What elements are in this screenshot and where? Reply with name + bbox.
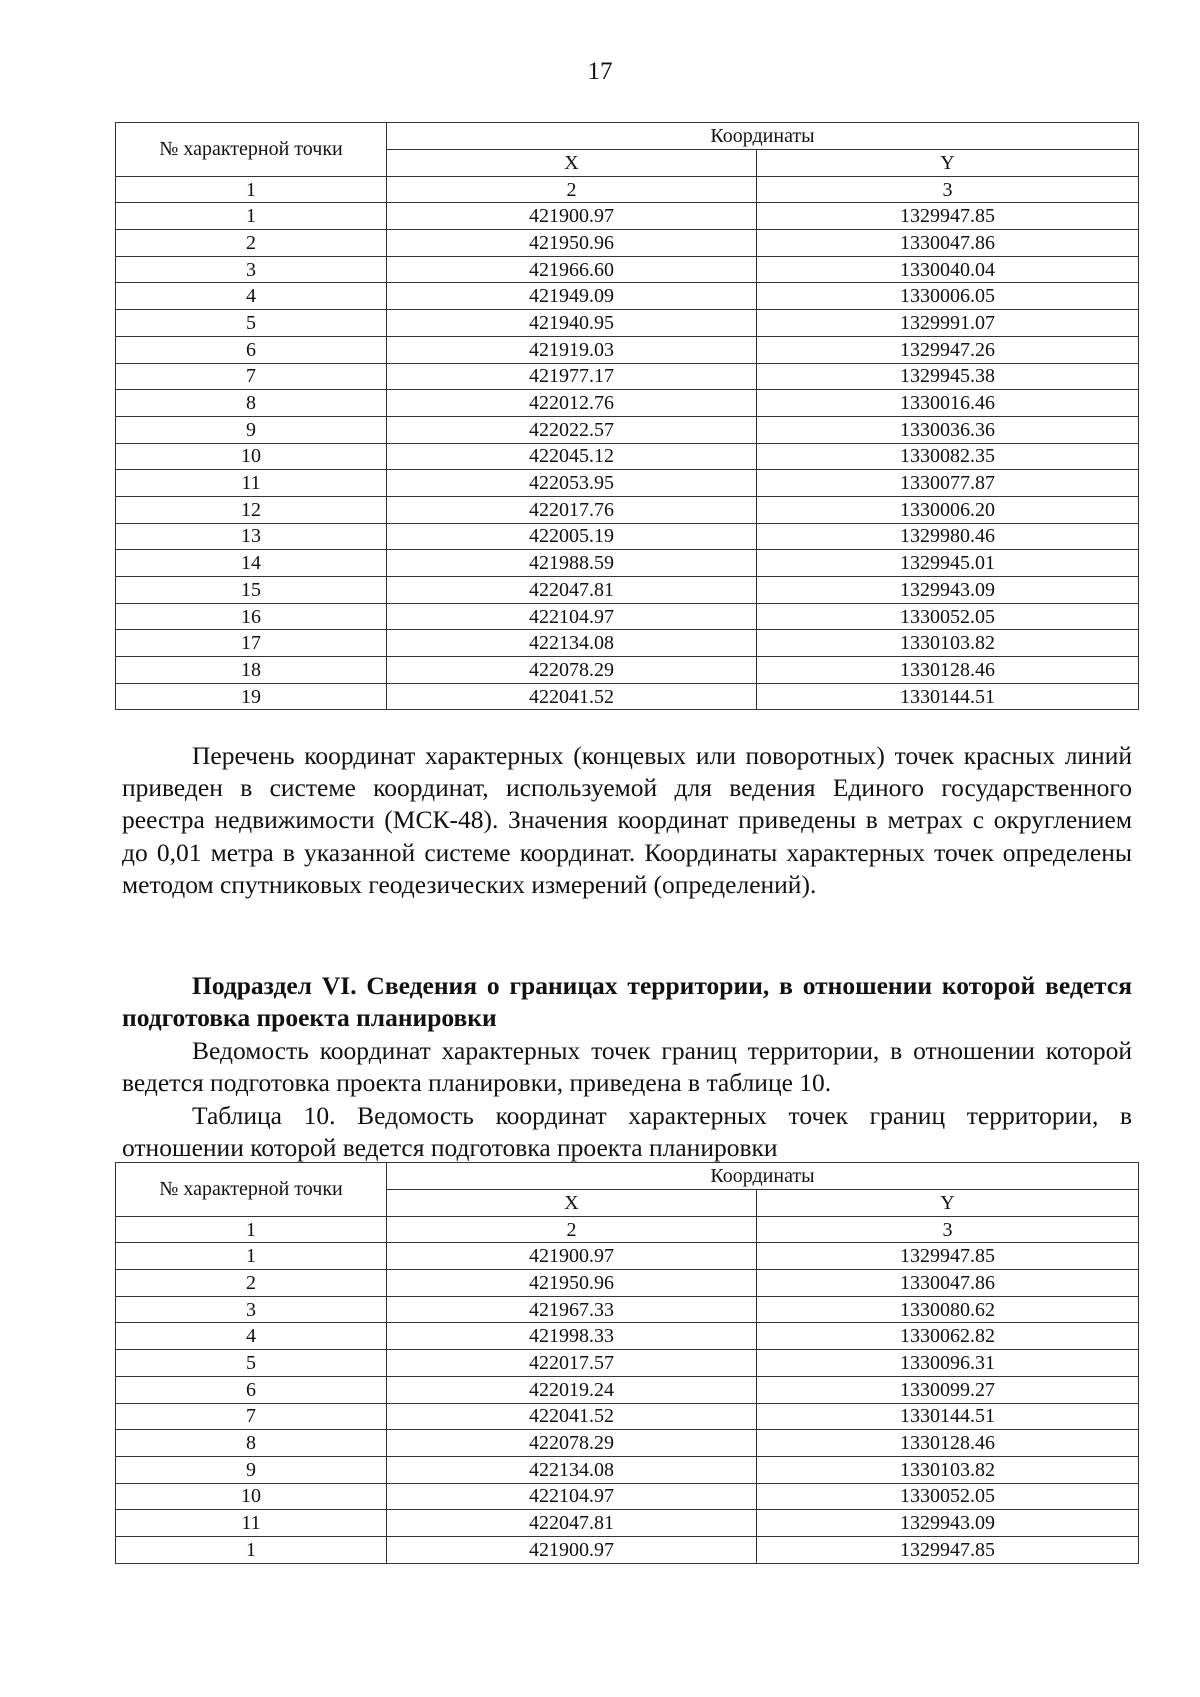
y-coordinate-cell: 1330052.05	[757, 1483, 1139, 1510]
x-coordinate-cell: 422104.97	[387, 1483, 757, 1510]
table-row	[116, 1483, 1139, 1510]
point-number-cell: 6	[116, 1376, 387, 1403]
x-coordinate-cell: 421998.33	[387, 1323, 757, 1350]
point-number-cell: 2	[116, 230, 387, 257]
x-coordinate-cell: 421900.97	[387, 1536, 757, 1563]
table-row	[116, 1270, 1139, 1297]
y-coordinate-cell: 1330047.86	[757, 230, 1139, 257]
column-number: 3	[757, 176, 1139, 203]
y-coordinate-cell: 1329943.09	[757, 577, 1139, 604]
coordinates-table-territory-boundaries	[115, 1162, 1139, 1564]
x-coordinate-cell: 422012.76	[387, 390, 757, 417]
table-row	[116, 1350, 1139, 1377]
table-body	[116, 203, 1139, 710]
point-number-cell: 11	[116, 470, 387, 497]
x-coordinate-cell: 421988.59	[387, 550, 757, 577]
x-coordinate-cell: 422053.95	[387, 470, 757, 497]
x-coordinate-cell: 422022.57	[387, 416, 757, 443]
y-coordinate-cell: 1329947.85	[757, 1536, 1139, 1563]
table-row	[116, 1403, 1139, 1430]
y-coordinate-cell: 1330047.86	[757, 1270, 1139, 1297]
x-coordinate-cell: 421966.60	[387, 256, 757, 283]
x-coordinate-cell: 421949.09	[387, 283, 757, 310]
table-row	[116, 1376, 1139, 1403]
y-coordinate-cell: 1330040.04	[757, 256, 1139, 283]
column-number: 1	[116, 176, 387, 203]
point-number-cell: 1	[116, 1243, 387, 1270]
table-row	[116, 283, 1139, 310]
table-row	[116, 336, 1139, 363]
table-caption: Таблица 10. Ведомость координат характерных точек границ территории, в отношении которой ведется подготовка проекта планировки	[122, 1101, 1132, 1163]
x-coordinate-cell: 422041.52	[387, 1403, 757, 1430]
x-coordinate-cell: 421900.97	[387, 203, 757, 230]
point-number-cell: 8	[116, 1430, 387, 1457]
table-row	[116, 416, 1139, 443]
point-number-cell: 19	[116, 683, 387, 710]
y-coordinate-cell: 1330082.35	[757, 443, 1139, 470]
point-number-cell: 8	[116, 390, 387, 417]
table-row	[116, 230, 1139, 257]
x-coordinate-cell: 422134.08	[387, 630, 757, 657]
point-number-cell: 3	[116, 256, 387, 283]
table-row	[116, 683, 1139, 710]
point-number-header: № характерной точки	[116, 123, 387, 177]
table-row	[116, 1456, 1139, 1483]
y-coordinate-cell: 1330096.31	[757, 1350, 1139, 1377]
table-row	[116, 363, 1139, 390]
table-row	[116, 1536, 1139, 1563]
point-number-cell: 2	[116, 1270, 387, 1297]
x-coordinate-cell: 421940.95	[387, 310, 757, 337]
y-coordinate-cell: 1329947.85	[757, 1243, 1139, 1270]
table-body	[116, 1243, 1139, 1563]
x-coordinate-cell: 422078.29	[387, 657, 757, 684]
column-number: 2	[387, 176, 757, 203]
point-number-cell: 4	[116, 283, 387, 310]
point-number-cell: 10	[116, 443, 387, 470]
point-number-cell: 5	[116, 1350, 387, 1377]
y-coordinate-cell: 1329945.38	[757, 363, 1139, 390]
y-coordinate-cell: 1330062.82	[757, 1323, 1139, 1350]
x-coordinate-cell: 422019.24	[387, 1376, 757, 1403]
coordinates-header: Координаты	[387, 1163, 1139, 1190]
y-coordinate-cell: 1330103.82	[757, 630, 1139, 657]
point-number-cell: 13	[116, 523, 387, 550]
table-row	[116, 630, 1139, 657]
x-coordinate-cell: 421967.33	[387, 1296, 757, 1323]
y-coordinate-cell: 1329980.46	[757, 523, 1139, 550]
x-coordinate-cell: 422017.76	[387, 496, 757, 523]
y-coordinate-cell: 1329991.07	[757, 310, 1139, 337]
y-coordinate-cell: 1330052.05	[757, 603, 1139, 630]
y-coordinate-cell: 1330128.46	[757, 1430, 1139, 1457]
x-coordinate-cell: 422047.81	[387, 1510, 757, 1537]
y-coordinate-cell: 1330006.20	[757, 496, 1139, 523]
point-number-cell: 5	[116, 310, 387, 337]
table-row	[116, 496, 1139, 523]
y-coordinate-cell: 1329947.26	[757, 336, 1139, 363]
y-coordinate-cell: 1330144.51	[757, 1403, 1139, 1430]
table-row	[116, 1510, 1139, 1537]
table-row	[116, 1430, 1139, 1457]
table-row	[116, 657, 1139, 684]
table-row	[116, 1296, 1139, 1323]
x-coordinate-cell: 422041.52	[387, 683, 757, 710]
y-coordinate-cell: 1330128.46	[757, 657, 1139, 684]
x-header: X	[387, 150, 757, 177]
y-coordinate-cell: 1330006.05	[757, 283, 1139, 310]
point-number-cell: 9	[116, 416, 387, 443]
point-number-cell: 3	[116, 1296, 387, 1323]
point-number-cell: 6	[116, 336, 387, 363]
section-heading: Подраздел VI. Сведения о границах территории, в отношении которой ведется подготовка проекта планировки	[122, 971, 1132, 1033]
x-coordinate-cell: 422045.12	[387, 443, 757, 470]
y-coordinate-cell: 1330144.51	[757, 683, 1139, 710]
x-coordinate-cell: 421950.96	[387, 1270, 757, 1297]
x-coordinate-cell: 421900.97	[387, 1243, 757, 1270]
column-number: 3	[757, 1216, 1139, 1243]
y-coordinate-cell: 1330080.62	[757, 1296, 1139, 1323]
y-coordinate-cell: 1329945.01	[757, 550, 1139, 577]
table-row	[116, 523, 1139, 550]
table-row	[116, 390, 1139, 417]
y-coordinate-cell: 1329947.85	[757, 203, 1139, 230]
x-coordinate-cell: 421919.03	[387, 336, 757, 363]
column-number: 2	[387, 1216, 757, 1243]
coordinates-table-red-lines	[115, 122, 1139, 710]
x-header: X	[387, 1190, 757, 1217]
territory-boundaries-paragraph: Ведомость координат характерных точек границ территории, в отношении которой ведется подготовка проекта планировки, приведена в таблице 10.	[122, 1036, 1132, 1098]
y-coordinate-cell: 1329943.09	[757, 1510, 1139, 1537]
point-number-cell: 18	[116, 657, 387, 684]
point-number-cell: 10	[116, 1483, 387, 1510]
point-number-cell: 7	[116, 1403, 387, 1430]
table-row	[116, 203, 1139, 230]
y-coordinate-cell: 1330016.46	[757, 390, 1139, 417]
table-row	[116, 310, 1139, 337]
table-row	[116, 470, 1139, 497]
point-number-cell: 15	[116, 577, 387, 604]
point-number-cell: 16	[116, 603, 387, 630]
y-header: Y	[757, 150, 1139, 177]
x-coordinate-cell: 422078.29	[387, 1430, 757, 1457]
y-coordinate-cell: 1330036.36	[757, 416, 1139, 443]
point-number-cell: 9	[116, 1456, 387, 1483]
point-number-cell: 11	[116, 1510, 387, 1537]
point-number-cell: 14	[116, 550, 387, 577]
point-number-header: № характерной точки	[116, 1163, 387, 1217]
coordinates-header: Координаты	[387, 123, 1139, 150]
point-number-cell: 1	[116, 1536, 387, 1563]
page-number: 17	[587, 58, 613, 85]
table-row	[116, 550, 1139, 577]
column-number: 1	[116, 1216, 387, 1243]
table-row	[116, 603, 1139, 630]
table-row	[116, 256, 1139, 283]
point-number-cell: 12	[116, 496, 387, 523]
point-number-cell: 7	[116, 363, 387, 390]
x-coordinate-cell: 422017.57	[387, 1350, 757, 1377]
x-coordinate-cell: 421977.17	[387, 363, 757, 390]
x-coordinate-cell: 422134.08	[387, 1456, 757, 1483]
x-coordinate-cell: 422005.19	[387, 523, 757, 550]
table-row	[116, 577, 1139, 604]
x-coordinate-cell: 422047.81	[387, 577, 757, 604]
table-row	[116, 1243, 1139, 1270]
y-coordinate-cell: 1330099.27	[757, 1376, 1139, 1403]
point-number-cell: 4	[116, 1323, 387, 1350]
point-number-cell: 1	[116, 203, 387, 230]
y-header: Y	[757, 1190, 1139, 1217]
point-number-cell: 17	[116, 630, 387, 657]
x-coordinate-cell: 422104.97	[387, 603, 757, 630]
table-row	[116, 443, 1139, 470]
coordinates-description-paragraph: Перечень координат характерных (концевых или поворотных) точек красных линий приведен в системе координат, используемой для ведения Единого государственного реестра недвижимости (МСК-48). Значения координат приведены в метрах с округлением до 0,01 метра в указанной системе координат. Координаты характерных точек определены методом спутниковых геодезических измерений (определений).	[122, 741, 1132, 899]
y-coordinate-cell: 1330077.87	[757, 470, 1139, 497]
table-row	[116, 1323, 1139, 1350]
y-coordinate-cell: 1330103.82	[757, 1456, 1139, 1483]
x-coordinate-cell: 421950.96	[387, 230, 757, 257]
